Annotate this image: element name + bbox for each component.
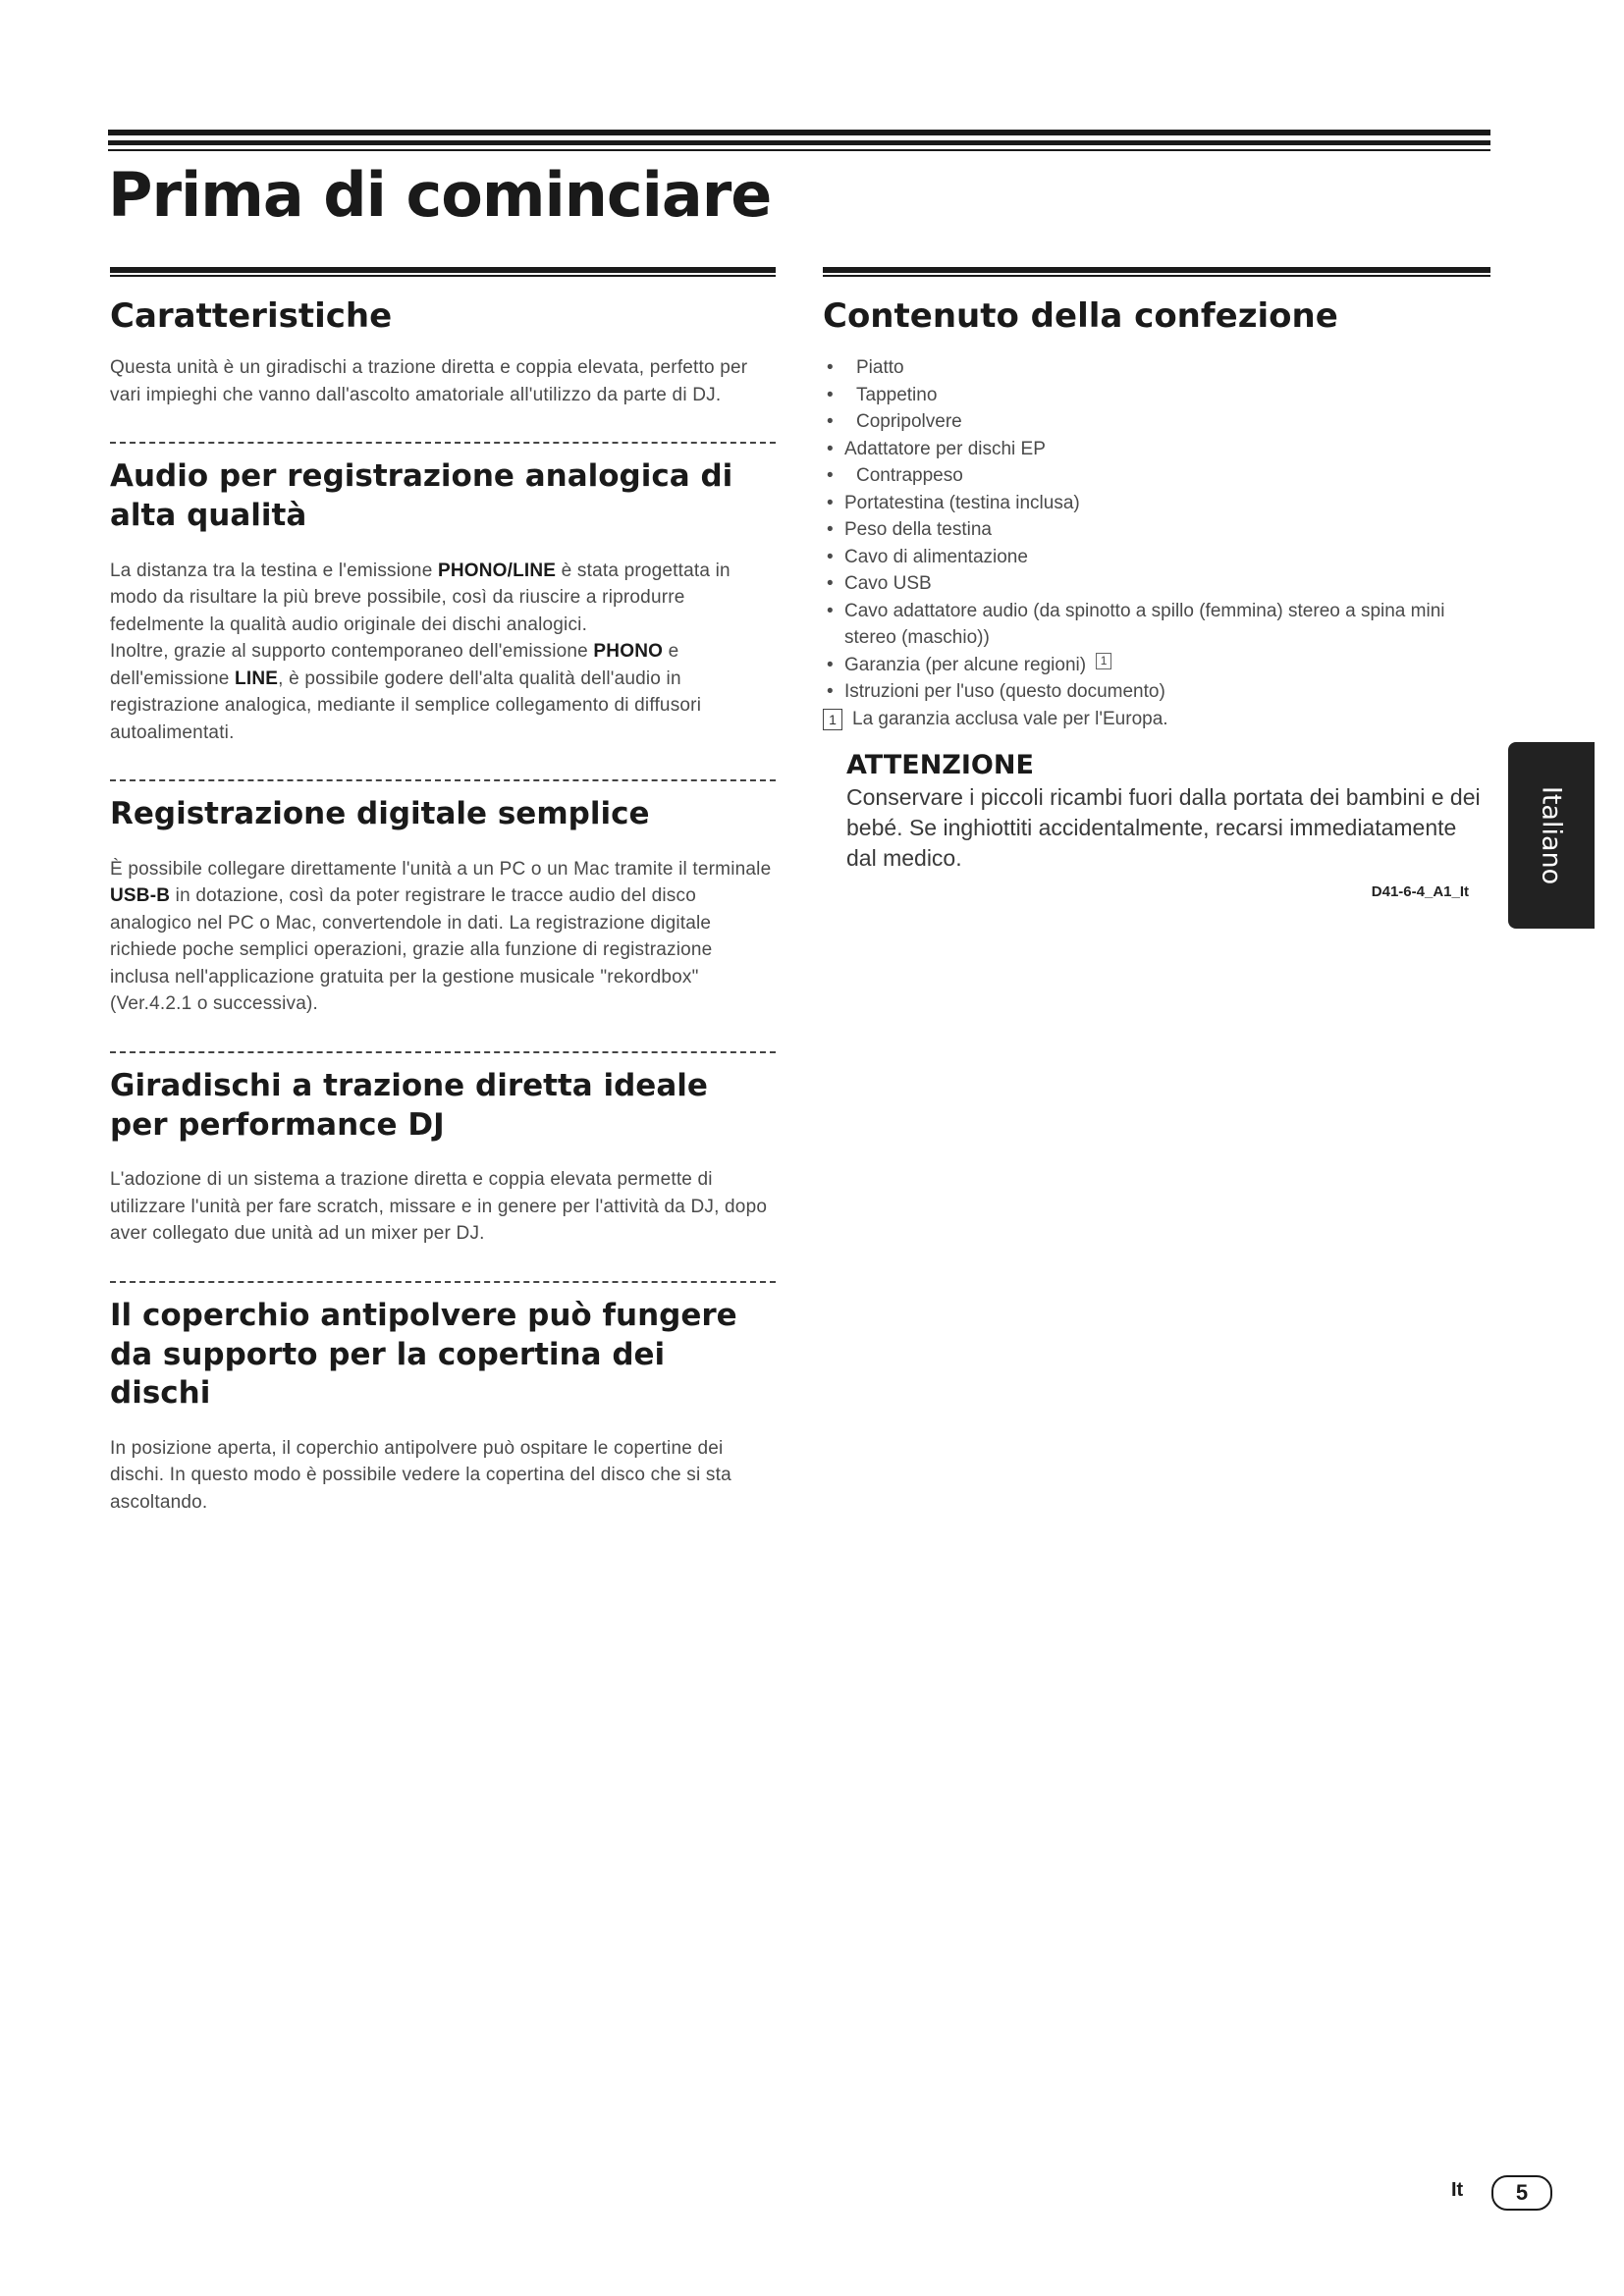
dust-cover-paragraph: In posizione aperta, il coperchio antipolvere può ospitare le copertine dei dischi. In questo modo è possibile vedere la copertina del disco che si sta ascoltando. bbox=[110, 1437, 731, 1513]
section-rule bbox=[823, 267, 1490, 277]
document-code: D41-6-4_A1_It bbox=[1371, 883, 1469, 901]
list-item: • Copripolvere bbox=[827, 411, 962, 433]
dashed-separator bbox=[110, 442, 776, 444]
language-tab-label: Italiano bbox=[1536, 785, 1567, 885]
list-item: • Piatto bbox=[827, 357, 904, 379]
list-item: • Cavo adattatore audio (da spinotto a spillo (femmina) stereo a spina mini stereo (maschio)) bbox=[827, 600, 1445, 649]
direct-drive-heading: Giradischi a trazione diretta ideale per performance DJ bbox=[110, 1067, 708, 1143]
warning-title: ATTENZIONE bbox=[846, 750, 1034, 781]
list-item: • Garanzia (per alcune regioni) 1 bbox=[823, 652, 1490, 679]
warning-text: Conservare i piccoli ricambi fuori dalla portata dei bambini e dei bebé. Se inghiottiti accidentalmente, recarsi immediatamente dal medico. bbox=[846, 784, 1481, 872]
audio-paragraph-1: La distanza tra la testina e l'emissione PHONO/LINE è stata progettata in modo da risultare la più breve possibile, così da riuscire a riprodurre fedelmente la qualità audio originale dei dischi analogici. bbox=[110, 560, 731, 635]
digital-heading: Registrazione digitale semplice bbox=[110, 796, 650, 832]
package-column bbox=[823, 267, 1490, 900]
page-number: 5 bbox=[1491, 2175, 1552, 2211]
list-item: • Adattatore per dischi EP bbox=[827, 438, 1046, 459]
digital-paragraph: È possibile collegare direttamente l'unità a un PC o un Mac tramite il terminale USB-B in dotazione, così da poter registrare le tracce audio del disco analogico nel PC o Mac, convertendole in dati. La registrazione digitale richiede poche semplici operazioni, grazie alla funzione di registrazione inclusa nell'applicazione gratuita per la gestione musicale "rekordbox" (Ver.4.2.1 o successiva). bbox=[110, 858, 772, 1015]
features-intro: Questa unità è un giradischi a trazione diretta e coppia elevata, perfetto per vari impieghi che vanno dall'ascolto amatoriale all'utilizzo da parte di DJ. bbox=[110, 357, 748, 405]
dashed-separator bbox=[110, 779, 776, 781]
list-item: • Contrappeso bbox=[827, 465, 963, 487]
top-rule-mid bbox=[108, 140, 1490, 145]
package-heading: Contenuto della confezione bbox=[823, 296, 1338, 336]
dashed-separator bbox=[110, 1051, 776, 1053]
section-rule bbox=[110, 267, 776, 277]
list-item: • Tappetino bbox=[827, 384, 938, 405]
audio-heading: Audio per registrazione analogica di alta qualità bbox=[110, 458, 733, 534]
list-item: • Cavo USB bbox=[827, 573, 932, 595]
list-item: • Cavo di alimentazione bbox=[827, 546, 1028, 567]
page-title: Prima di cominciare bbox=[108, 159, 772, 231]
direct-drive-paragraph: L'adozione di un sistema a trazione diretta e coppia elevata permette di utilizzare l'unità per fare scratch, missare e in genere per l'attività da DJ, dopo aver collegato due unità ad un mixer per DJ. bbox=[110, 1169, 768, 1245]
package-list bbox=[823, 354, 1490, 706]
list-item: • Portatestina (testina inclusa) bbox=[827, 492, 1080, 513]
footer-language: It bbox=[1451, 2179, 1464, 2201]
list-item: • Peso della testina bbox=[827, 519, 992, 541]
features-heading: Caratteristiche bbox=[110, 296, 393, 336]
footnote-marker: 1 bbox=[1096, 653, 1111, 669]
footnote-number: 1 bbox=[823, 709, 842, 730]
language-tab bbox=[1508, 742, 1595, 929]
top-rule-thick bbox=[108, 130, 1490, 135]
footnote: 1 La garanzia acclusa vale per l'Europa. bbox=[823, 706, 1490, 733]
dashed-separator bbox=[110, 1281, 776, 1283]
list-item: • Istruzioni per l'uso (questo documento) bbox=[827, 681, 1165, 703]
top-rule-thin bbox=[108, 149, 1490, 151]
audio-paragraph-2: Inoltre, grazie al supporto contemporaneo dell'emissione PHONO e dell'emissione LINE, è possibile godere dell'alta qualità dell'audio in registrazione analogica, mediante il semplice collegamento di diffusori autoalimentati. bbox=[110, 641, 702, 743]
features-column bbox=[110, 267, 776, 1516]
dust-cover-heading: Il coperchio antipolvere può fungere da supporto per la copertina dei dischi bbox=[110, 1297, 737, 1412]
